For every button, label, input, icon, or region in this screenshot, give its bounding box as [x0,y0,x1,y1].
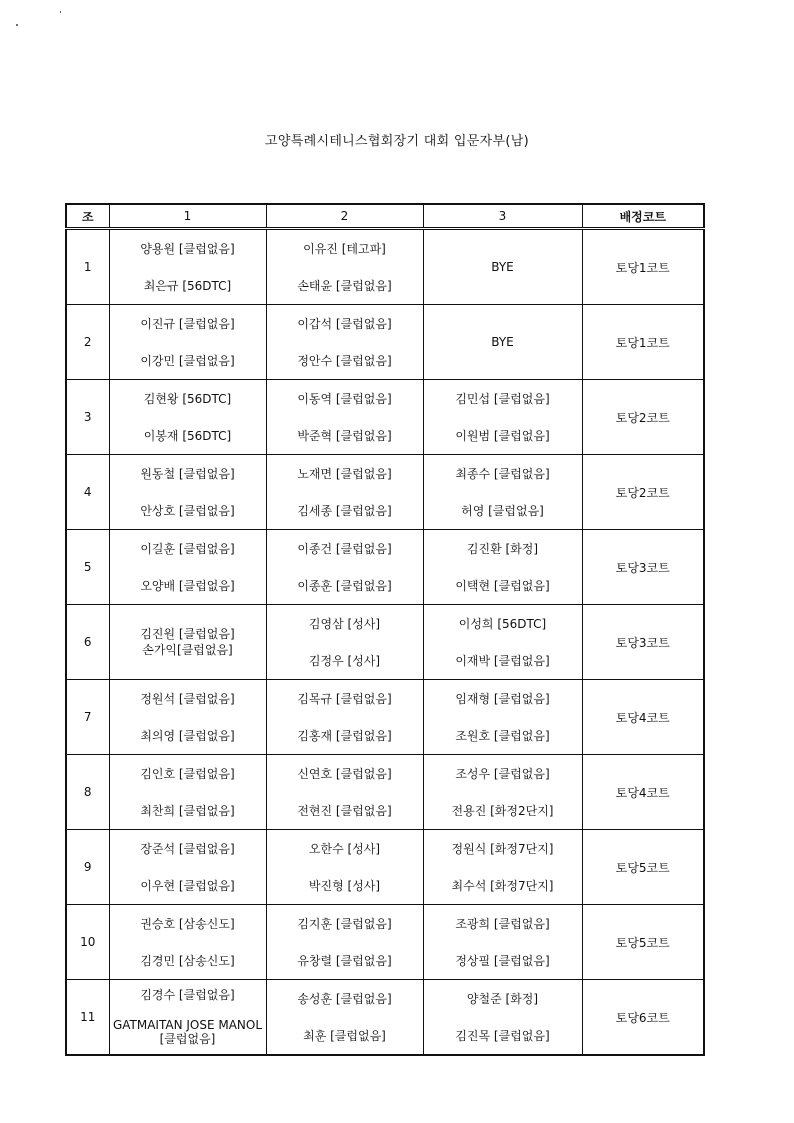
player-name: 유창렬 [클럽없음] [297,953,392,968]
team-pair [267,380,423,454]
player-name: 이재박 [클럽없음] [455,653,550,668]
assigned-court: 토당2코트 [582,455,704,530]
player-name: 김영삼 [성사] [308,616,381,631]
player-name: 김경민 [삼송신도] [140,953,235,968]
team-pair [110,680,266,754]
player-name: 김진환 [화정] [466,541,539,556]
team-pair [424,605,582,679]
assigned-court: 토당1코트 [582,229,704,305]
player-name: 김홍재 [클럽없음] [297,728,392,743]
header-court: 배정코트 [582,204,704,229]
team-cell-2 [266,530,423,605]
team-cell-1 [109,980,266,1056]
player-name: 조광희 [클럽없음] [455,916,550,931]
player-name: 최의영 [클럽없음] [140,728,235,743]
team-cell-2 [266,305,423,380]
player-name: 오한수 [성사] [308,841,381,856]
player-name: 이봉재 [56DTC] [143,428,232,443]
team-pair [110,455,266,529]
team-pair [110,380,266,454]
player-name: 이길훈 [클럽없음] [140,541,235,556]
team-pair [424,830,582,904]
group-number: 1 [66,229,109,305]
team-pair [110,905,266,979]
team-cell-3 [423,455,582,530]
team-pair [267,305,423,379]
team-cell-3 [423,380,582,455]
table-row [66,455,704,530]
table-row [66,980,704,1056]
assigned-court: 토당6코트 [582,980,704,1056]
team-cell-1 [109,605,266,680]
team-pair [110,830,266,904]
bye-label: BYE [491,260,514,274]
player-name: 김현왕 [56DTC] [143,391,232,406]
player-name: 이동역 [클럽없음] [297,391,392,406]
team-pair [110,605,266,679]
team-pair [424,755,582,829]
team-cell-2 [266,905,423,980]
team-cell-2 [266,229,423,305]
team-cell-3 [423,755,582,830]
player-name: 최은규 [56DTC] [143,278,232,293]
team-pair [424,380,582,454]
table-row [66,530,704,605]
table-row [66,755,704,830]
team-cell-3 [423,605,582,680]
group-number: 7 [66,680,109,755]
player-name: 박진형 [성사] [308,878,381,893]
player-name: 정원석 [클럽없음] [140,691,235,706]
team-cell-1 [109,455,266,530]
player-name: 전현진 [클럽없음] [297,803,392,818]
group-number: 6 [66,605,109,680]
player-name: 김진원 [클럽없음] [140,627,235,641]
player-name: 김경수 [클럽없음] [140,988,235,1002]
assigned-court: 토당5코트 [582,905,704,980]
player-name: 정원식 [화정7단지] [451,841,554,856]
player-name: 김세종 [클럽없음] [297,503,392,518]
team-pair [267,530,423,604]
player-name: 김진목 [클럽없음] [455,1028,550,1043]
table-row [66,605,704,680]
player-name: 김지훈 [클럽없음] [297,916,392,931]
group-number: 8 [66,755,109,830]
team-cell-3 [423,905,582,980]
table-row [66,905,704,980]
team-cell-2 [266,680,423,755]
team-pair [110,755,266,829]
team-pair [424,980,582,1054]
player-name: 김정우 [성사] [308,653,381,668]
team-cell-2 [266,830,423,905]
team-pair [267,605,423,679]
player-name: 안상호 [클럽없음] [140,503,235,518]
scan-speck [60,11,61,13]
player-name: 오양배 [클럽없음] [140,578,235,593]
player-name: 최종수 [클럽없음] [455,466,550,481]
player-name: 전용진 [화정2단지] [451,803,554,818]
player-name: 정상필 [클럽없음] [455,953,550,968]
team-cell-3 [423,305,582,380]
player-name: 양철준 [화정] [466,991,539,1006]
player-name: 최훈 [클럽없음] [303,1028,386,1043]
team-cell-2 [266,380,423,455]
player-name: 이갑석 [클럽없음] [297,316,392,331]
team-cell-1 [109,530,266,605]
player-name: 임재형 [클럽없음] [455,691,550,706]
table-header-row [66,204,704,229]
player-name: 김민섭 [클럽없음] [455,391,550,406]
team-cell-2 [266,980,423,1056]
team-cell-3 [423,830,582,905]
table-row [66,380,704,455]
team-cell-1 [109,905,266,980]
player-name: 조성우 [클럽없음] [455,766,550,781]
player-name: 손가익[클럽없음] [142,643,233,657]
player-name: 이유진 [테고파] [303,241,386,256]
team-pair [424,680,582,754]
player-name: 이성희 [56DTC] [458,616,547,631]
team-pair [424,905,582,979]
team-pair [424,230,582,304]
player-name: 이강민 [클럽없음] [140,353,235,368]
group-number: 11 [66,980,109,1056]
player-name: 권승호 [삼송신도] [140,916,235,931]
group-number: 3 [66,380,109,455]
team-cell-1 [109,755,266,830]
group-number: 2 [66,305,109,380]
team-pair [424,455,582,529]
header-team-1: 1 [109,204,266,229]
assigned-court: 토당1코트 [582,305,704,380]
team-pair [110,980,266,1054]
team-cell-2 [266,455,423,530]
team-pair [110,305,266,379]
team-pair [424,530,582,604]
player-name: [클럽없음] [159,1032,216,1046]
assigned-court: 토당2코트 [582,380,704,455]
player-name: 이종훈 [클럽없음] [297,578,392,593]
team-pair [424,305,582,379]
group-number: 5 [66,530,109,605]
assigned-court: 토당5코트 [582,830,704,905]
team-cell-3 [423,680,582,755]
player-name: 김인호 [클럽없음] [140,766,235,781]
team-cell-1 [109,380,266,455]
player-name: 이원범 [클럽없음] [455,428,550,443]
team-pair [267,830,423,904]
scan-speck [16,24,18,26]
player-name: 송성훈 [클럽없음] [297,991,392,1006]
player-name: 손태윤 [클럽없음] [297,278,392,293]
group-number: 10 [66,905,109,980]
team-cell-3 [423,530,582,605]
team-cell-2 [266,605,423,680]
player-name: 최찬희 [클럽없음] [140,803,235,818]
group-number: 4 [66,455,109,530]
player-name: GATMAITAN JOSE MANOL [112,1018,263,1032]
player-name: 박준혁 [클럽없음] [297,428,392,443]
team-pair [110,530,266,604]
team-pair [267,680,423,754]
player-name: 양용원 [클럽없음] [140,241,235,256]
player-name: 이우현 [클럽없음] [140,878,235,893]
header-group: 조 [66,204,109,229]
table-row [66,830,704,905]
player-name: 정안수 [클럽없음] [297,353,392,368]
table-row [66,229,704,305]
team-cell-1 [109,680,266,755]
table-row [66,680,704,755]
player-name: 노재면 [클럽없음] [297,466,392,481]
assigned-court: 토당3코트 [582,605,704,680]
player-name: 신연호 [클럽없음] [297,766,392,781]
header-team-2: 2 [266,204,423,229]
player-name: 이종건 [클럽없음] [297,541,392,556]
player-name: 허영 [클럽없음] [461,503,544,518]
player-name: 김목규 [클럽없음] [297,691,392,706]
player-name: 이택현 [클럽없음] [455,578,550,593]
team-cell-1 [109,305,266,380]
team-cell-2 [266,755,423,830]
player-name: 장준석 [클럽없음] [140,841,235,856]
team-cell-1 [109,830,266,905]
header-team-3: 3 [423,204,582,229]
team-pair [267,905,423,979]
player-name: 최수석 [화정7단지] [451,878,554,893]
team-pair [110,230,266,304]
team-pair [267,455,423,529]
team-pair [267,980,423,1054]
team-pair [267,230,423,304]
draw-table [65,203,705,1056]
team-cell-3 [423,980,582,1056]
team-cell-1 [109,229,266,305]
player-name: 조원호 [클럽없음] [455,728,550,743]
team-pair [267,755,423,829]
player-name: 이진규 [클럽없음] [140,316,235,331]
player-name: 원동철 [클럽없음] [140,466,235,481]
group-number: 9 [66,830,109,905]
assigned-court: 토당3코트 [582,530,704,605]
bye-label: BYE [491,335,514,349]
assigned-court: 토당4코트 [582,755,704,830]
team-cell-3 [423,229,582,305]
page-title: 고양특례시테니스협회장기 대회 입문자부(남) [265,134,529,149]
assigned-court: 토당4코트 [582,680,704,755]
table-row [66,305,704,380]
player-entry [110,1018,266,1046]
